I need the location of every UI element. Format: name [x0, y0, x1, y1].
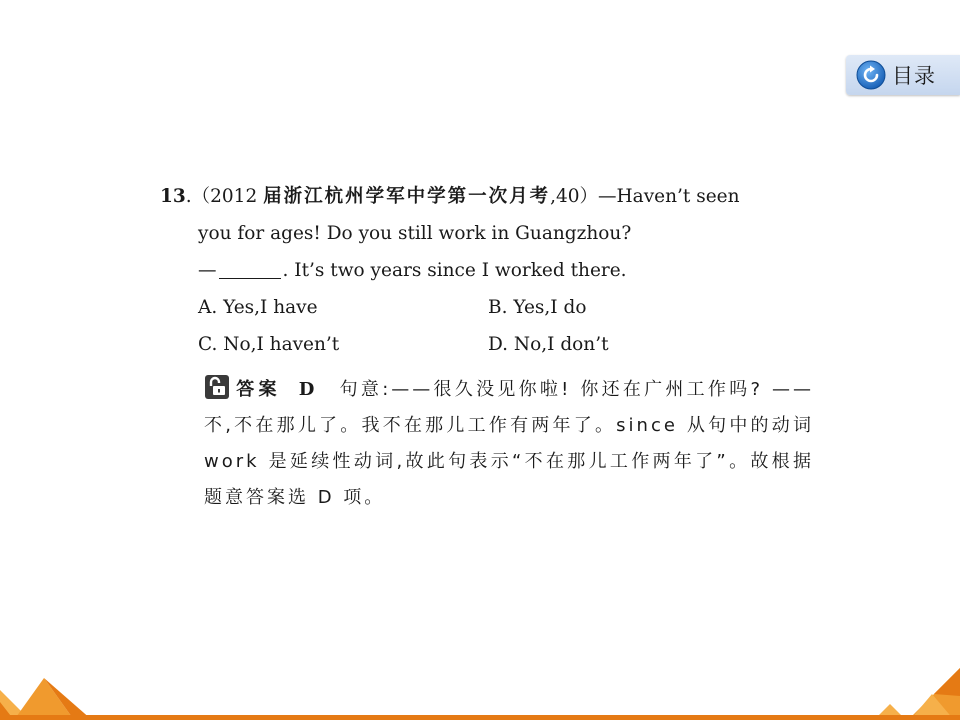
- corner-decoration-right: [850, 658, 960, 720]
- question-source-close: ,40）—Haven’t seen: [550, 186, 740, 207]
- option-b: B. Yes,I do: [488, 297, 587, 318]
- toc-button[interactable]: [846, 55, 960, 95]
- option-a: A. Yes,I have: [198, 297, 318, 318]
- toc-label: 目录: [892, 64, 936, 88]
- answer-blank: [219, 258, 281, 279]
- question-source: 届浙江杭州学军中学第一次月考: [263, 186, 551, 207]
- question-number: 13: [160, 186, 186, 207]
- question-line-3: [160, 252, 820, 289]
- question-block: [160, 178, 820, 363]
- unlock-icon: [204, 374, 230, 400]
- options-row-2: [198, 326, 820, 363]
- question-line-1: [160, 178, 820, 215]
- refresh-arrow-icon: [856, 60, 886, 90]
- answer-explanation: 句意:——很久没见你啦! 你还在广州工作吗? ——不,不在那儿了。我不在那儿工作有两年了。since 从句中的动词 work 是延续性动词,故此句表示“不在那儿工作两年了”。故根据题意答案选 D 项。: [204, 379, 814, 508]
- options-row-1: [198, 289, 820, 326]
- corner-decoration-left: [0, 660, 110, 720]
- answer-key: D: [298, 379, 318, 400]
- answer-label: 答案: [236, 379, 281, 400]
- bottom-accent-bar: [0, 715, 960, 720]
- option-d: D. No,I don’t: [488, 334, 609, 355]
- dialog-dash: —: [198, 260, 217, 281]
- answer-block: [204, 372, 814, 516]
- question-response: . It’s two years since I worked there.: [282, 260, 627, 281]
- question-source-open: .（2012: [185, 186, 264, 207]
- options-list: [160, 289, 820, 363]
- option-c: C. No,I haven’t: [198, 334, 340, 355]
- question-line-2: you for ages! Do you still work in Guangzhou?: [198, 223, 632, 244]
